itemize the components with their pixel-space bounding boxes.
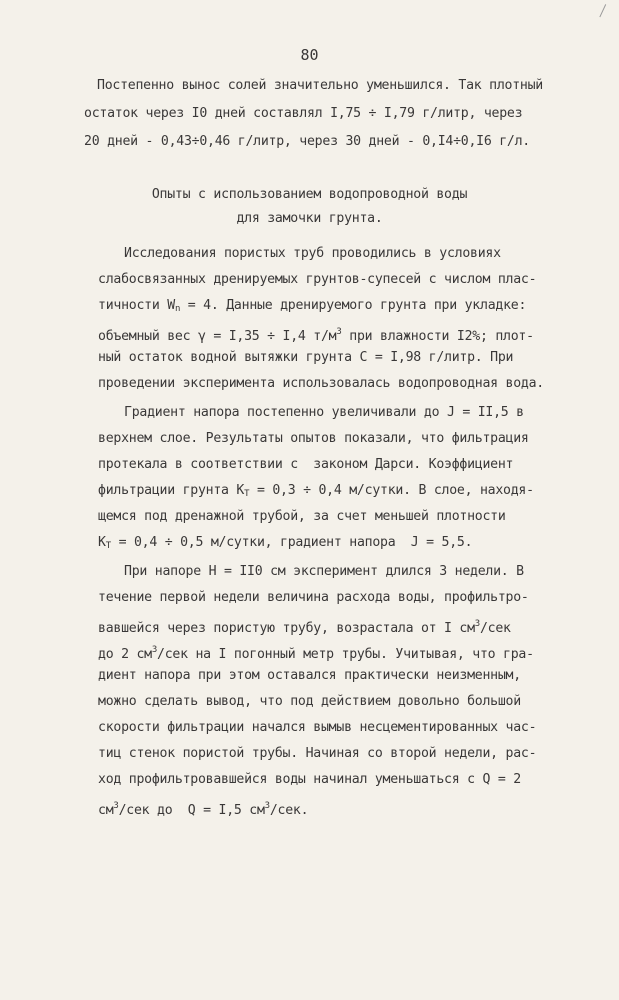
text-line: фильтрации грунта $К_Т = 0,3 \div 0,4$ м/сутки. В слое, находя- [98,483,534,499]
section-heading-line: Опыты с использованием водопроводной воды [151,187,468,202]
page-number: 80 [300,46,319,64]
text-line: ход профильтровавшейся воды начинал уменьшаться с Q = 2 [98,772,521,787]
text-line: диент напора при этом оставался практически неизменным, [98,668,521,683]
text-line: проведении эксперимента использовалась водопроводная вода. [98,376,544,391]
text-line: скорости фильтрации начался вымыв несцементированных час- [98,720,537,735]
corner-mark [599,4,611,20]
text-line: тичности $W_n = 4$. Данные дренируемого грунта при укладке: [98,298,527,314]
text-line: течение первой недели величина расхода воды, профильтро- [98,590,529,605]
text-line: $К_Т = 0,4 \div 0,5$ м/сутки, градиент напора J = 5,5. [98,535,473,551]
text-line: Градиент напора постепенно увеличивали до J = II,5 в [124,405,524,420]
text-line: протекала в соответствии с законом Дарси. Коэффициент [98,457,514,472]
text-line: до 2 $см^3$/сек на I погонный метр трубы. Учитывая, что гра- [98,645,534,662]
text-line: слабосвязанных дренируемых грунтов-супесей с числом плас- [98,272,537,287]
text-line: Постепенно вынос солей значительно уменьшился. Так плотный [97,78,543,93]
text-line: щемся под дренажной трубой, за счет меньшей плотности [98,509,506,524]
text-line: можно сделать вывод, что под действием довольно большой [98,694,521,709]
text-line: объемный вес γ = I,35 ÷ I,4 $т/м^3$ при влажности I2%; плот- [98,327,534,344]
text-line: остаток через I0 дней составлял I,75 ÷ I,79 г/литр, через [84,106,523,121]
text-line: 20 дней - 0,43÷0,46 г/литр, через 30 дней - 0,I4÷0,I6 г/л. [84,134,530,149]
text-line: тиц стенок пористой трубы. Начиная со второй недели, рас- [98,746,537,761]
text-line: Исследования пористых труб проводились в условиях [124,246,501,261]
text-line: верхнем слое. Результаты опытов показали, что фильтрация [98,431,529,446]
text-line: вавшейся через пористую трубу, возрастала от I $см^3$/сек [98,619,511,636]
section-heading-line: для замочки грунта. [236,211,383,226]
text-line: $см^3$/сек до Q = I,5 $см^3$/сек. [98,801,309,818]
text-line: При напоре Н = II0 см эксперимент длился 3 недели. В [124,564,524,579]
text-line: ный остаток водной вытяжки грунта С = I,98 г/литр. При [98,350,514,365]
